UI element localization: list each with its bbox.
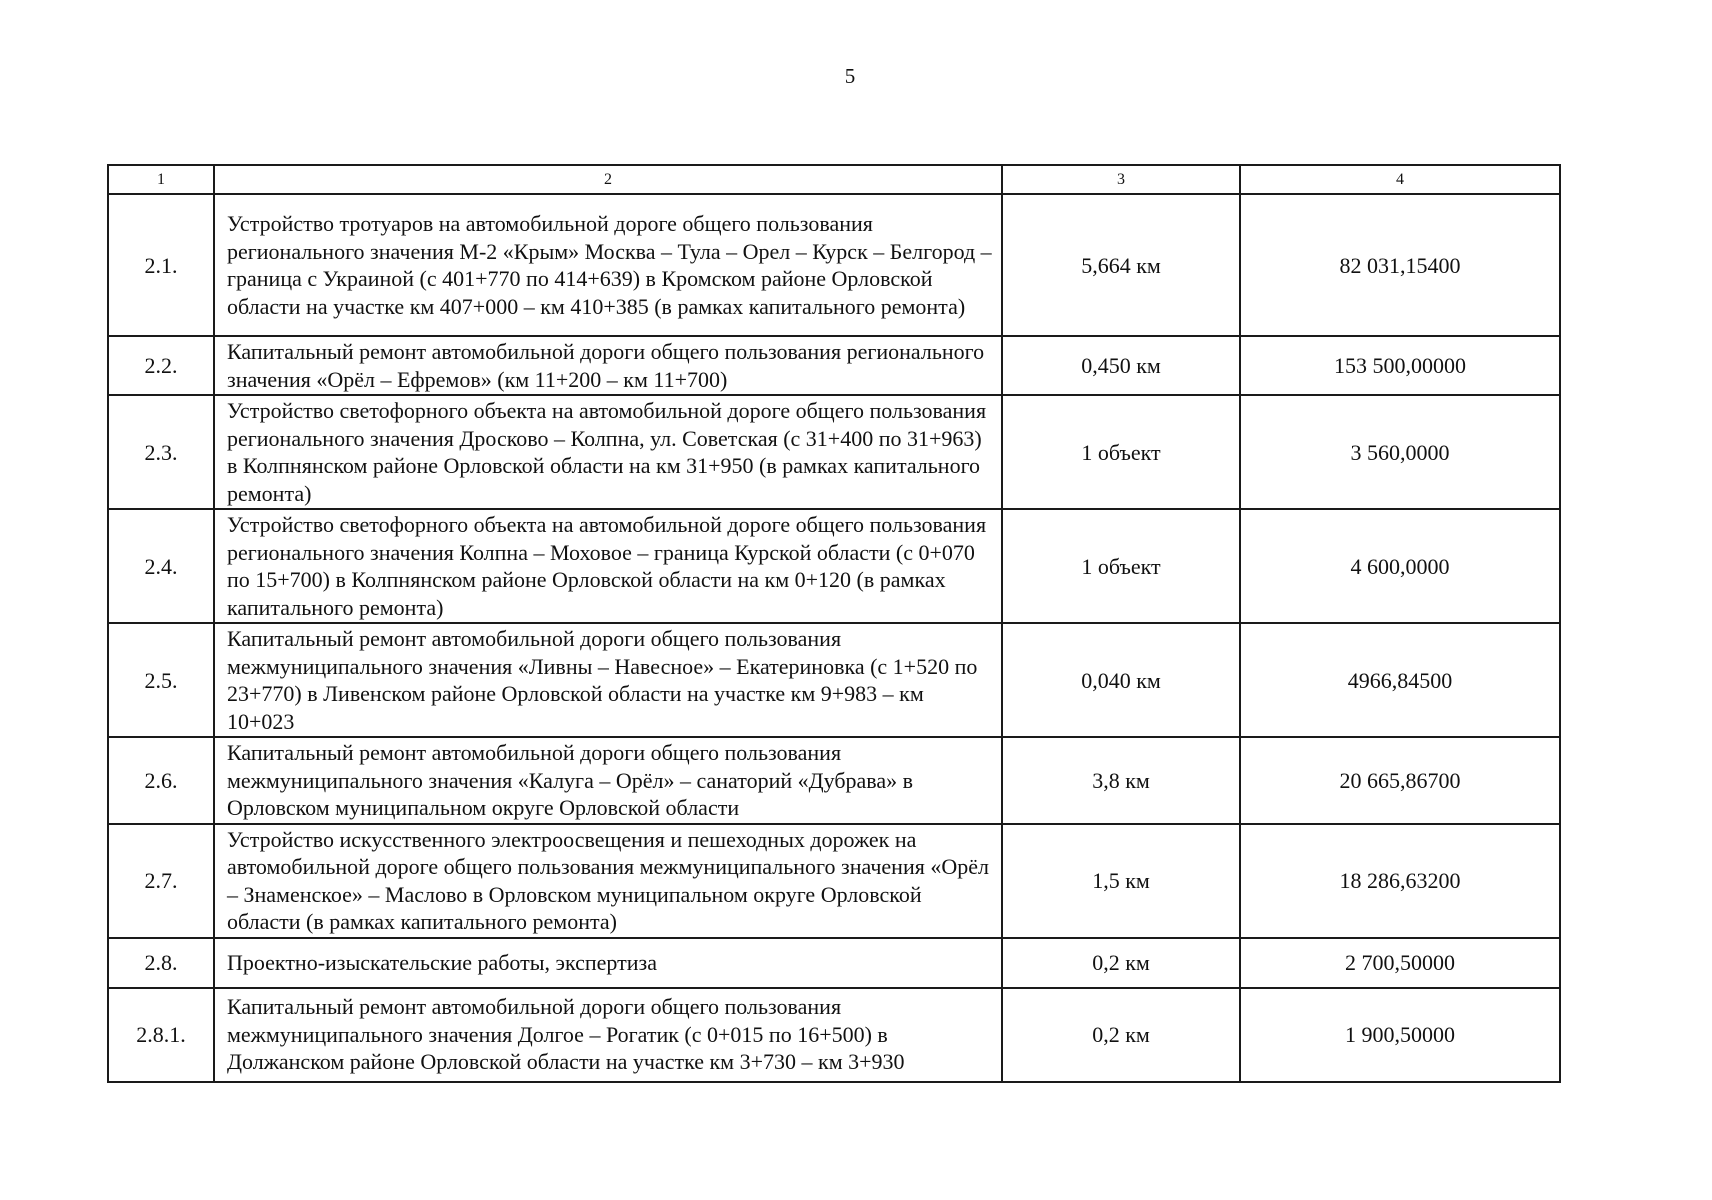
row-quantity: 1 объект <box>1002 509 1240 623</box>
row-amount: 4 600,0000 <box>1240 509 1560 623</box>
table-row <box>108 824 1560 938</box>
row-amount: 4966,84500 <box>1240 623 1560 737</box>
row-quantity: 0,2 км <box>1002 938 1240 988</box>
table-row <box>108 938 1560 988</box>
row-description: Проектно-изыскательские работы, экспертиза <box>214 938 1002 988</box>
row-description: Капитальный ремонт автомобильной дороги общего пользования межмуниципального значения «Калуга – Орёл» – санаторий «Дубрава» в Орловском муниципальном округе Орловской области <box>214 737 1002 824</box>
row-number: 2.7. <box>108 824 214 938</box>
table-row <box>108 395 1560 509</box>
row-description: Капитальный ремонт автомобильной дороги общего пользования регионального значения «Орёл – Ефремов» (км 11+200 – км 11+700) <box>214 336 1002 395</box>
row-amount: 1 900,50000 <box>1240 988 1560 1082</box>
row-amount: 2 700,50000 <box>1240 938 1560 988</box>
header-cell-1: 1 <box>108 165 214 194</box>
row-amount: 153 500,00000 <box>1240 336 1560 395</box>
row-quantity: 0,040 км <box>1002 623 1240 737</box>
row-description: Устройство светофорного объекта на автомобильной дороге общего пользования регионального значения Колпна – Моховое – граница Курской области (с 0+070 по 15+700) в Колпнянском районе Орловской области на км 0+120 (в рамках капитального ремонта) <box>214 509 1002 623</box>
row-amount: 3 560,0000 <box>1240 395 1560 509</box>
page-number <box>0 64 1712 88</box>
works-table <box>107 164 1561 1083</box>
row-description: Устройство светофорного объекта на автомобильной дороге общего пользования регионального значения Дросково – Колпна, ул. Советская (с 31+400 по 31+963) в Колпнянском районе Орловской области на км 31+950 (в рамках капитального ремонта) <box>214 395 1002 509</box>
row-number: 2.6. <box>108 737 214 824</box>
row-quantity: 5,664 км <box>1002 194 1240 336</box>
row-quantity: 0,450 км <box>1002 336 1240 395</box>
row-amount: 20 665,86700 <box>1240 737 1560 824</box>
row-number: 2.4. <box>108 509 214 623</box>
table-header-row <box>108 165 1560 194</box>
row-quantity: 1 объект <box>1002 395 1240 509</box>
row-description: Устройство искусственного электроосвещения и пешеходных дорожек на автомобильной дороге общего пользования межмуниципального значения «Орёл – Знаменское» – Маслово в Орловском муниципальном округе Орловской области (в рамках капитального ремонта) <box>214 824 1002 938</box>
row-number: 2.1. <box>108 194 214 336</box>
table-row <box>108 737 1560 824</box>
header-cell-4: 4 <box>1240 165 1560 194</box>
row-number: 2.3. <box>108 395 214 509</box>
table-row <box>108 623 1560 737</box>
table-row <box>108 336 1560 395</box>
row-quantity: 3,8 км <box>1002 737 1240 824</box>
row-quantity: 1,5 км <box>1002 824 1240 938</box>
row-amount: 82 031,15400 <box>1240 194 1560 336</box>
row-amount: 18 286,63200 <box>1240 824 1560 938</box>
header-cell-3: 3 <box>1002 165 1240 194</box>
row-number: 2.5. <box>108 623 214 737</box>
row-number: 2.8. <box>108 938 214 988</box>
row-number: 2.8.1. <box>108 988 214 1082</box>
row-description: Устройство тротуаров на автомобильной дороге общего пользования регионального значения М-2 «Крым» Москва – Тула – Орел – Курск – Белгород – граница с Украиной (с 401+770 по 414+639) в Кромском районе Орловской области на участке км 407+000 – км 410+385 (в рамках капитального ремонта) <box>214 194 1002 336</box>
row-quantity: 0,2 км <box>1002 988 1240 1082</box>
row-description: Капитальный ремонт автомобильной дороги общего пользования межмуниципального значения «Ливны – Навесное» – Екатериновка (с 1+520 по 23+770) в Ливенском районе Орловской области на участке км 9+983 – км 10+023 <box>214 623 1002 737</box>
header-cell-2: 2 <box>214 165 1002 194</box>
row-description: Капитальный ремонт автомобильной дороги общего пользования межмуниципального значения Долгое – Рогатик (с 0+015 по 16+500) в Должанском районе Орловской области на участке км 3+730 – км 3+930 <box>214 988 1002 1082</box>
row-number: 2.2. <box>108 336 214 395</box>
table-row <box>108 509 1560 623</box>
page-number-text: 5 <box>844 64 856 88</box>
table-row <box>108 194 1560 336</box>
table-row <box>108 988 1560 1082</box>
